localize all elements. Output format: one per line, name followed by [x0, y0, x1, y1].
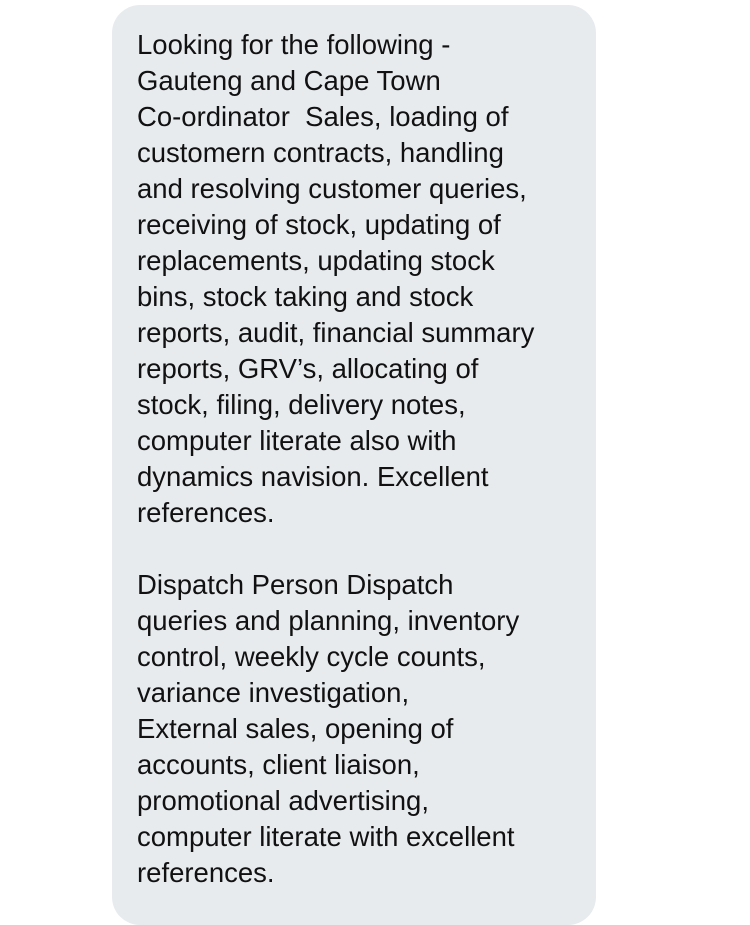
message-line: and resolving customer queries,: [137, 173, 527, 204]
message-line: promotional advertising,: [137, 785, 429, 816]
message-line: references.: [137, 497, 275, 528]
message-line: dynamics navision. Excellent: [137, 461, 489, 492]
message-line: references.: [137, 857, 275, 888]
message-line: control, weekly cycle counts,: [137, 641, 486, 672]
message-line: Gauteng and Cape Town: [137, 65, 441, 96]
message-line: stock, filing, delivery notes,: [137, 389, 466, 420]
message-line: computer literate also with: [137, 425, 457, 456]
message-line: replacements, updating stock: [137, 245, 495, 276]
message-line: Looking for the following -: [137, 29, 451, 60]
message-line: customern contracts, handling: [137, 137, 504, 168]
message-line: External sales, opening of: [137, 713, 454, 744]
message-line: Dispatch Person Dispatch: [137, 569, 454, 600]
message-line: queries and planning, inventory: [137, 605, 520, 636]
message-line: reports, audit, financial summary: [137, 317, 535, 348]
message-line: bins, stock taking and stock: [137, 281, 474, 312]
paragraph-spacer: [137, 531, 596, 567]
message-line: receiving of stock, updating of: [137, 209, 501, 240]
message-line: accounts, client liaison,: [137, 749, 420, 780]
message-line: computer literate with excellent: [137, 821, 515, 852]
message-line: reports, GRV’s, allocating of: [137, 353, 479, 384]
message-line: Co-ordinator Sales, loading of: [137, 101, 509, 132]
message-line: variance investigation,: [137, 677, 410, 708]
message-bubble[interactable]: [112, 5, 596, 925]
